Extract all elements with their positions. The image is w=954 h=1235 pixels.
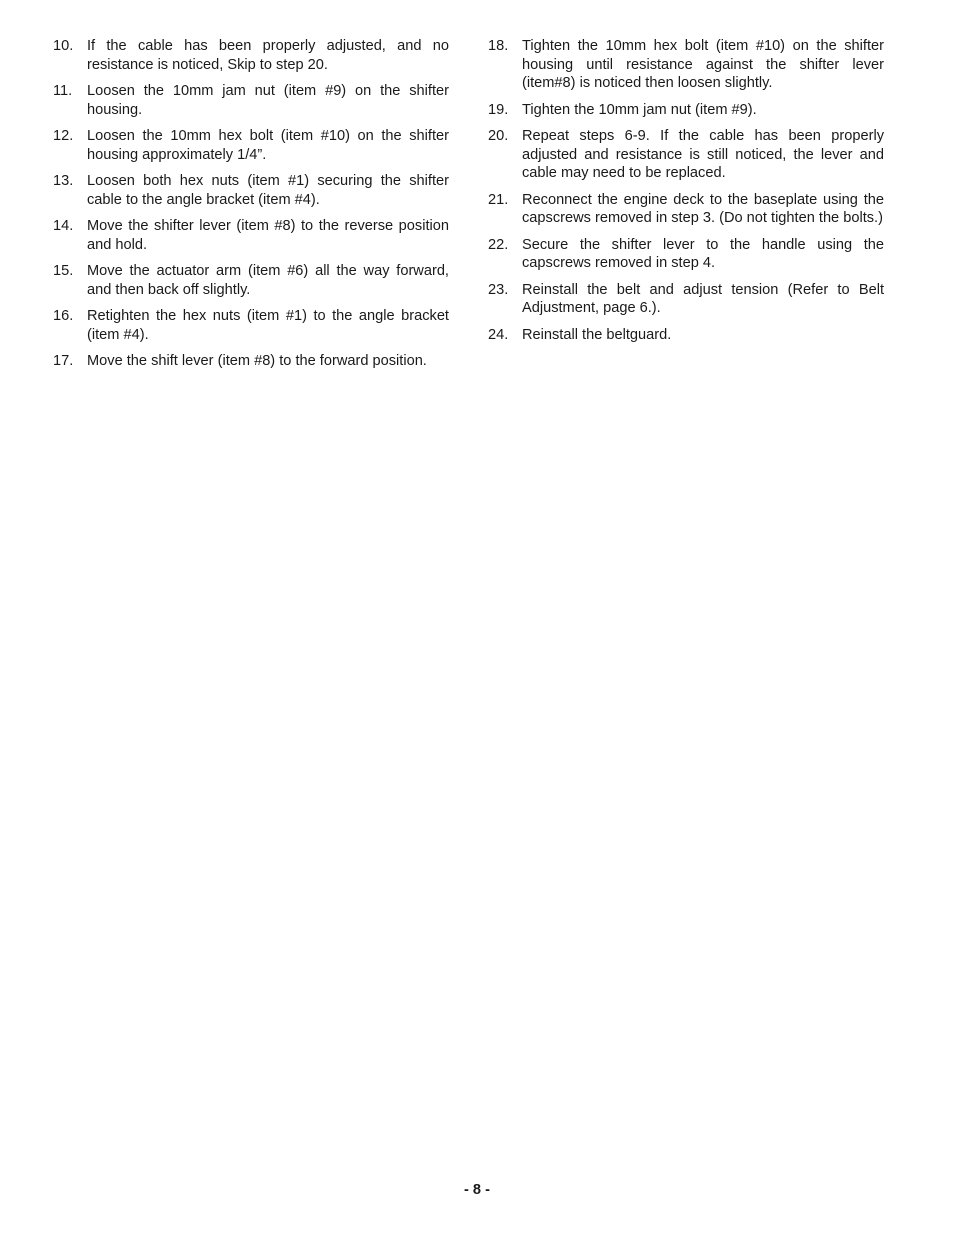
step-item bbox=[488, 236, 884, 273]
step-number: 14. bbox=[53, 218, 74, 234]
page-number: - 8 - bbox=[464, 1182, 490, 1198]
step-number: 17. bbox=[53, 353, 74, 369]
steps-right-column bbox=[488, 37, 884, 352]
step-number: 11. bbox=[53, 83, 73, 99]
step-text: Tighten the 10mm jam nut (item #9). bbox=[522, 101, 757, 118]
step-item bbox=[488, 101, 884, 120]
step-text: Repeat steps 6-9. If the cable has been properly adjusted and resistance is still noticed, the lever and cable may need to be replaced. bbox=[522, 128, 884, 181]
step-text: Move the shift lever (item #8) to the forward position. bbox=[87, 353, 427, 369]
step-text: Loosen both hex nuts (item #1) securing the shifter cable to the angle bracket (item #4). bbox=[87, 173, 449, 208]
step-number: 16. bbox=[53, 308, 74, 324]
step-item bbox=[53, 82, 449, 119]
step-text: Tighten the 10mm hex bolt (item #10) on the shifter housing until resistance against the shifter lever (item#8) is noticed then loosen slightly. bbox=[522, 38, 884, 91]
step-text: Loosen the 10mm hex bolt (item #10) on the shifter housing approximately 1/4”. bbox=[87, 128, 449, 163]
step-item bbox=[53, 352, 449, 371]
step-item bbox=[53, 217, 449, 254]
step-number: 19. bbox=[488, 101, 509, 118]
step-number: 20. bbox=[488, 128, 509, 144]
step-item bbox=[488, 326, 884, 345]
step-item bbox=[53, 127, 449, 164]
step-number: 12. bbox=[53, 128, 74, 144]
step-item bbox=[488, 281, 884, 318]
step-number: 22. bbox=[488, 236, 509, 253]
step-item bbox=[488, 37, 884, 93]
step-text: Move the actuator arm (item #6) all the way forward, and then back off slightly. bbox=[87, 263, 449, 298]
step-item bbox=[53, 307, 449, 344]
step-item bbox=[53, 172, 449, 209]
step-text: Retighten the hex nuts (item #1) to the angle bracket (item #4). bbox=[87, 308, 449, 343]
step-number: 24. bbox=[488, 326, 509, 343]
step-number: 18. bbox=[488, 38, 509, 54]
step-number: 23. bbox=[488, 281, 509, 298]
step-item bbox=[488, 127, 884, 183]
step-text: Reinstall the belt and adjust tension (Refer to Belt Adjustment, page 6.). bbox=[522, 281, 884, 316]
step-text: Move the shifter lever (item #8) to the reverse position and hold. bbox=[87, 218, 449, 253]
step-number: 21. bbox=[488, 191, 509, 208]
step-text: Reconnect the engine deck to the baseplate using the capscrews removed in step 3. (Do not tighten the bolts.) bbox=[522, 191, 884, 226]
step-number: 15. bbox=[53, 263, 74, 279]
steps-left-column bbox=[53, 37, 449, 379]
step-text: Reinstall the beltguard. bbox=[522, 326, 672, 343]
step-text: Secure the shifter lever to the handle using the capscrews removed in step 4. bbox=[522, 236, 884, 271]
step-number: 10. bbox=[53, 38, 74, 54]
step-number: 13. bbox=[53, 173, 74, 189]
step-item bbox=[53, 37, 449, 74]
step-item bbox=[488, 191, 884, 228]
step-item bbox=[53, 262, 449, 299]
step-text: If the cable has been properly adjusted, and no resistance is noticed, Skip to step 20. bbox=[87, 38, 449, 73]
step-text: Loosen the 10mm jam nut (item #9) on the shifter housing. bbox=[87, 83, 449, 118]
